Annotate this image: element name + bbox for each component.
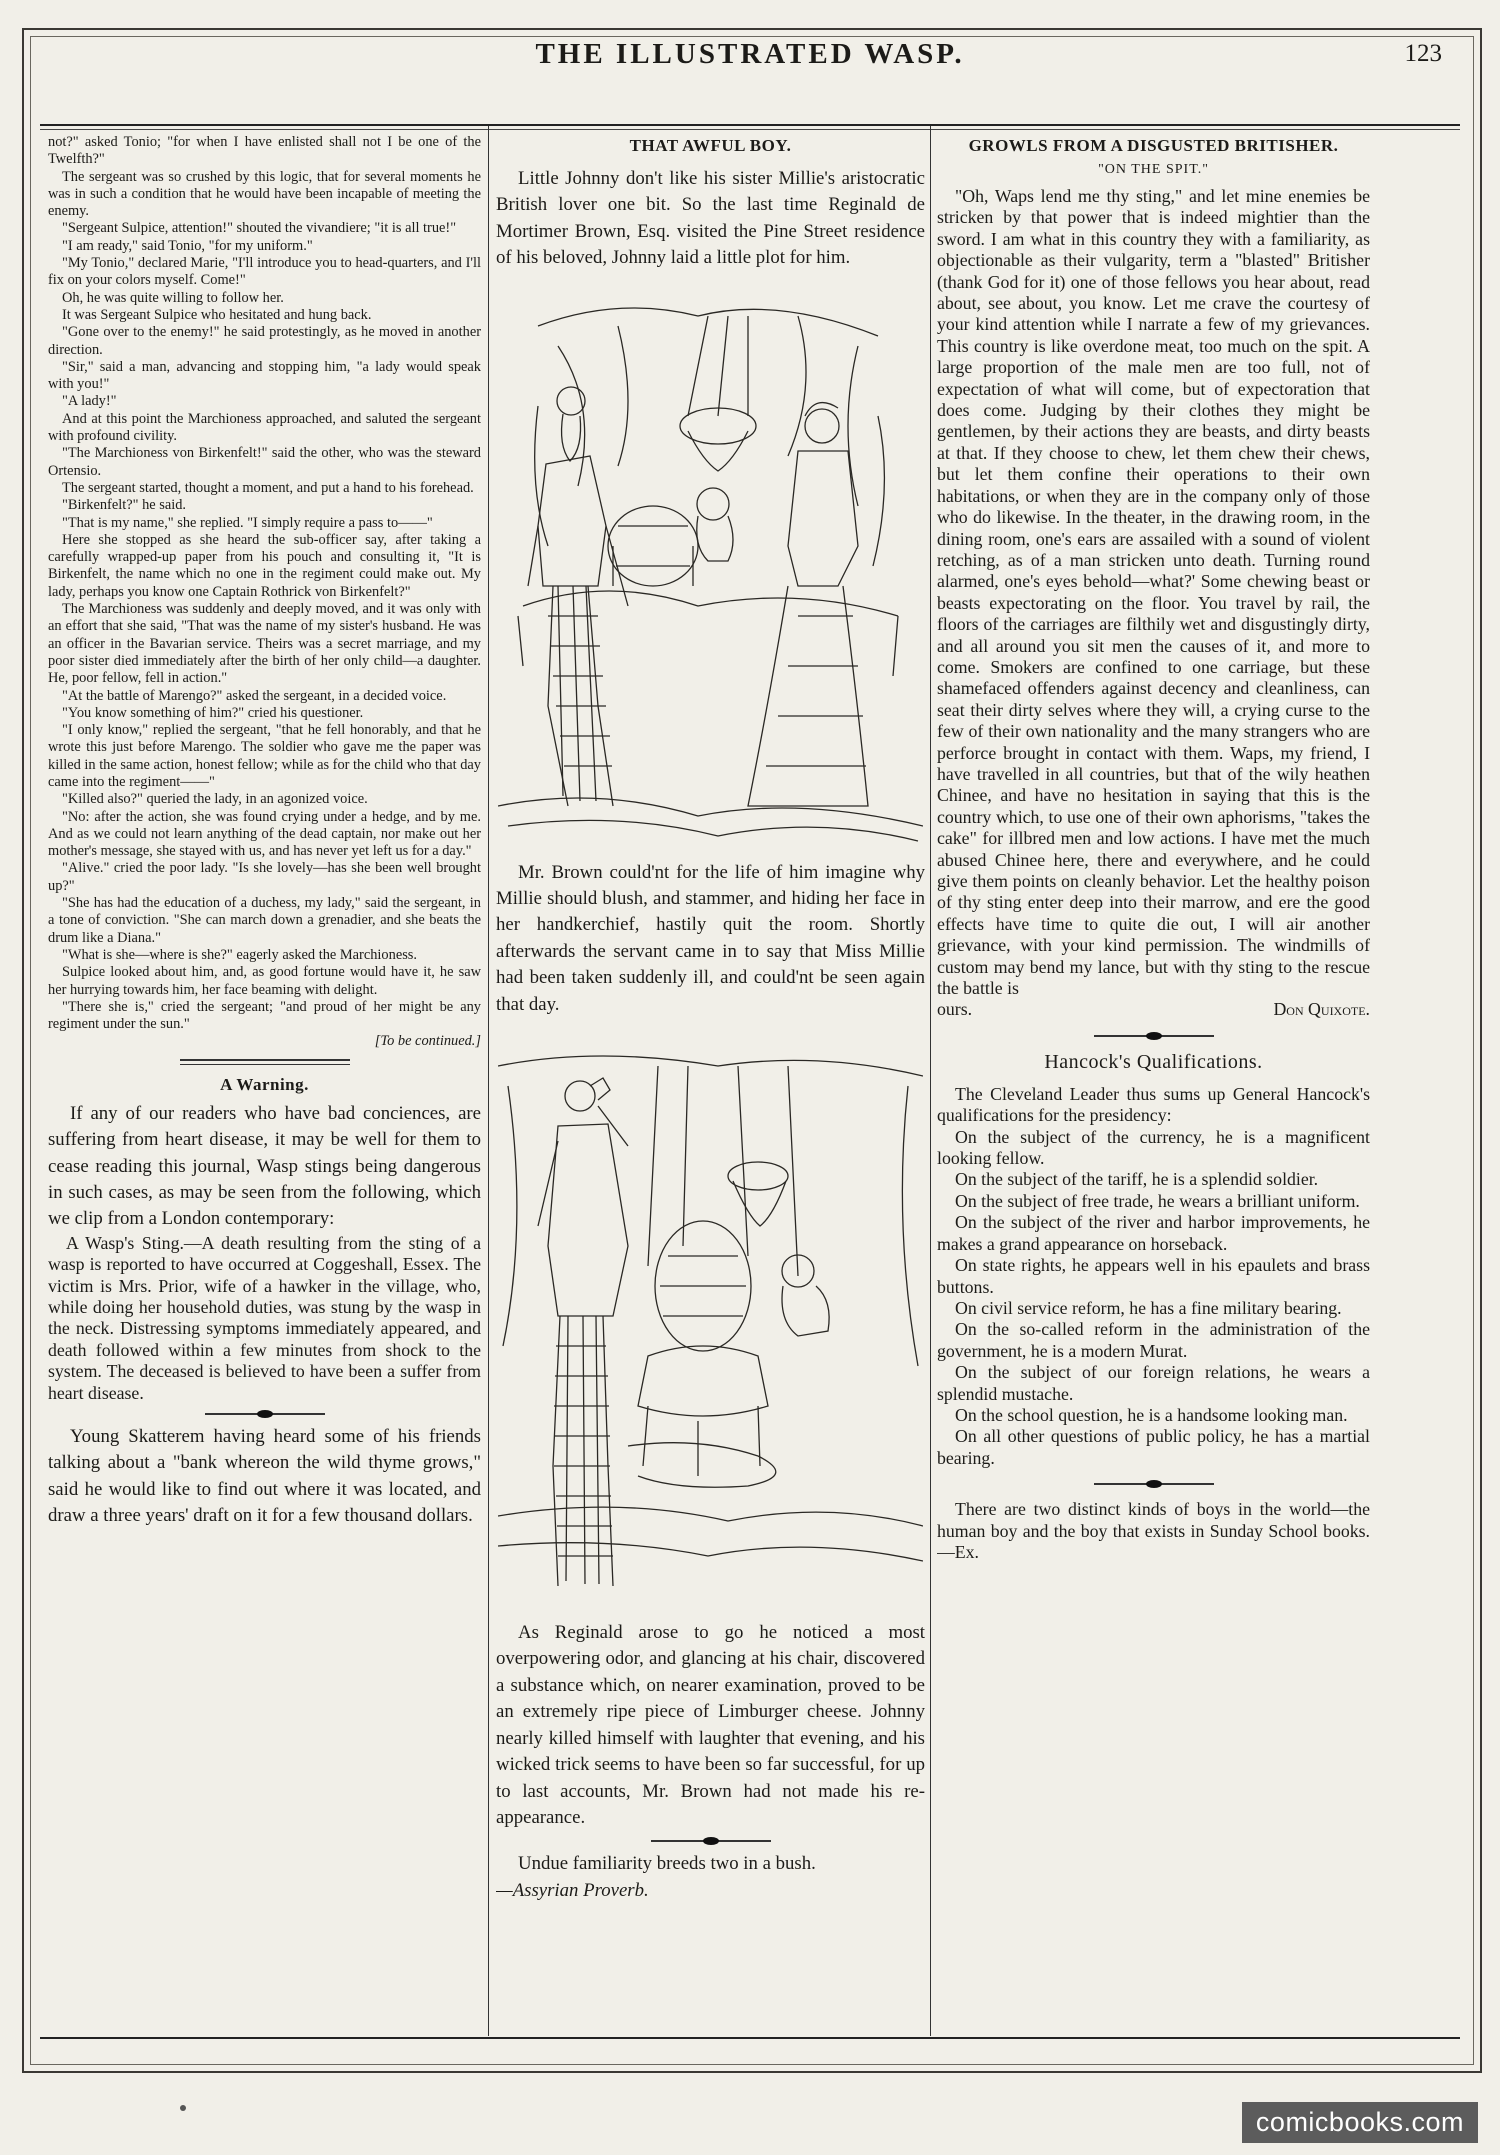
section-rule [180,1059,350,1065]
serial-story [48,134,481,1033]
warning-paragraph: If any of our readers who have bad conciences, are suffering from heart disease, it may be well for them to cease reading this journal, Wasp stings being dangerous in such cases, as may be seen from the following, which we clip from a London contemporary: [48,1102,481,1230]
serial-paragraph: "Killed also?" queried the lady, in an agonized voice. [62,791,368,808]
hancock-item: On civil service reform, he has a fine military bearing. [955,1297,1342,1318]
serial-paragraph: "Sir," said a man, advancing and stopping him, "a lady would speak with you!" [48,358,481,393]
growls-last-word: ours. [937,999,973,1020]
serial-paragraph: "I only know," replied the sergeant, "that he fell honorably, and that he wrote this just before Marengo. The soldier who gave me the paper was killed in the same action, honest fellow; while as for the child who that day came into the regiment——" [48,722,481,790]
column-left [48,134,481,2039]
warning-title: A Warning. [220,1074,309,1094]
column-divider [930,126,931,2036]
awful-boy-para-1: Little Johnny don't like his sister Millie's aristocratic British lover one bit. So the last time Reginald de Mortimer Brown, Esq. visited the Pine Street residence of his beloved, Johnny laid a little plot for him. [496,168,925,269]
ornament-divider [1094,1035,1214,1037]
wasp-sting-paragraph: A Wasp's Sting.—A death resulting from the sting of a wasp is reported to have occurred at Coggeshall, Essex. The victim is Mrs. Prior, wife of a hawker in the village, who, while doing her household duties, was stung by the wasp in the neck. Distressing symptoms immediately appeared, and death followed within a few minutes from shock to the system. The deceased is believed to have been a suffer from heart disease. [48,1232,481,1403]
serial-paragraph: not?" asked Tonio; "for when I have enlisted shall not I be one of the Twelfth?" [48,134,481,168]
serial-paragraph: Here she stopped as she heard the sub-officer say, after taking a carefully wrapped-up paper from his pouch and consulting it, "It is Birkenfelt, the name which no one in the regiment could make out. My lady, perhaps you know one Captain Rothrick von Birkenfelt?" [48,531,481,600]
column-right [937,134,1370,2039]
serial-paragraph: "At the battle of Marengo?" asked the sergeant, in a decided voice. [62,687,447,704]
boys-paragraph: There are two distinct kinds of boys in the world—the human boy and the boy that exists in Sunday School books.—Ex. [937,1499,1370,1562]
growls-title: GROWLS FROM A DISGUSTED BRITISHER. [968,136,1339,155]
ornament-divider [205,1413,325,1415]
serial-paragraph: "Alive." cried the poor lady. "Is she lovely—has she been well brought up?" [48,860,481,894]
masthead-title: THE ILLUSTRATED WASP. [535,38,965,70]
growls-paragraph: "Oh, Waps lend me thy sting," and let mine enemies be stricken by that power that is indeed mightier than the sword. I am what in this country they with a familiarity, as objectionable as their vulgarity, term a "blasted" Britisher (thank God for it) one of those fellows you hear about, read about, see about, you know. Let me crave the courtesy of your kind attention while I narrate a few of my grievances. This country is like overdone meat, too much on the spit. A large proportion of the male men are too full, not of expectation of what will come, but of expectoration that does come. Judging by their clothes they might be gentlemen, by their actions they are beasts, and dirty beasts at that. If they choose to chew, let them chew their chews, but let them confine their operations to their own habitations, or when they are in the company only of those who do likewise. In the theater, in the drawing room, in the dining room, one's ears are assailed with a sound of violent retching, as of a man stricken unto death. Turning round alarmed, one's eyes behold—what?' Some chewing beast or beasts expectorating on the floor. You travel by rail, the floors of the carriages are filthily wet and disgustingly dirty, and all around you sit men the causes of it, and more to come. Smokers are confined to one carriage, but these shamefaced offenders against decency and cleanliness, can seat their dirty selves where they will, a crying curse to the few of their own nationality and the many strangers who are perforce brought in contact with them. Waps, my friend, I have travelled in all countries, but that of the wily heathen Chinee, and have no hesitation in saying that this is the country which, to use one of their own aphorisms, "takes the cake" for illbred men and low actions. I have met the much abused Chinee here, there and everywhere, and he could give them points on cleanly behavior. Let the healthy poison of thy sting enter deep into their marrow, and ere the good effects have time to quite die out, I will air another grievance, with your kind permission. The windmills of custom may bend my lance, but with thy sting to the rescue the battle is [937,186,1370,999]
serial-paragraph: The Marchioness was suddenly and deeply moved, and it was only with an effort that she said, "That was the name of my sister's husband. He was an officer in the Bavarian service. Theirs was a secret marriage, and my poor sister died immediately after the birth of her only child—a daughter. He, poor fellow, fell in action." [48,601,481,687]
serial-paragraph: "A lady!" [62,393,117,410]
serial-paragraph: "Gone over to the enemy!" he said protestingly, as he moved in another direction. [48,324,481,358]
awful-boy-para-2: Mr. Brown could'nt for the life of him imagine why Millie should blush, and stammer, and hiding her face in her handkerchief, hastily quit the room. Shortly afterwards the servant came in to say that Miss Millie had been taken suddenly ill, and could'nt be seen again that day. [496,861,925,1015]
hancock-item: On the subject of our foreign relations, he wears a splendid mustache. [937,1362,1370,1404]
growls-subtitle: "ON THE SPIT." [1098,162,1209,177]
serial-paragraph: The sergeant was so crushed by this logic, that for several moments he was in such a condition that he would have been incapable of meeting the enemy. [48,168,481,220]
stray-mark [180,2105,186,2111]
serial-paragraph: "You know something of him?" cried his questioner. [62,704,364,721]
masthead [0,38,1500,78]
serial-paragraph: "There she is," cried the sergeant; "and proud of her might be any regiment under the sun." [48,998,481,1033]
serial-paragraph: "I am ready," said Tonio, "for my uniform." [62,237,313,254]
hancock-item: On the subject of the river and harbor improvements, he makes a grand appearance on horseback. [937,1212,1370,1254]
column-middle [496,134,925,2039]
serial-paragraph: "My Tonio," declared Marie, "I'll introduce you to head-quarters, and I'll fix on your colors myself. Come!" [48,255,481,289]
serial-paragraph: "She has had the education of a duchess, my lady," said the sergeant, in a tone of conviction. "She can march down a grenadier, and she beats the drum like a Diana." [48,895,481,946]
watermark-credit: comicbooks.com [1242,2102,1478,2143]
hancock-qualifications [937,1084,1370,1469]
skatterem-paragraph: Young Skatterem having heard some of his friends talking about a "bank whereon the wild thyme grows," said he would like to find out where it was located, and draw a three years' draft on it for a few thousand dollars. [48,1426,481,1527]
serial-paragraph: Oh, he was quite willing to follow her. [62,289,284,306]
to-be-continued: [To be continued.] [374,1033,481,1050]
serial-paragraph: "What is she—where is she?" eagerly asked the Marchioness. [62,946,418,963]
serial-paragraph: It was Sergeant Sulpice who hesitated and hung back. [62,306,372,323]
hancock-item: On the subject of the tariff, he is a splendid soldier. [955,1169,1319,1190]
hancock-item: The Cleveland Leader thus sums up General Hancock's qualifications for the presidency: [937,1083,1370,1126]
hancock-title: Hancock's Qualifications. [1044,1050,1263,1073]
awful-boy-para-3: As Reginald arose to go he noticed a most overpowering odor, and glancing at his chair, discovered a substance which, on nearer examination, proved to be an extremely ripe piece of Limburger cheese. Johnny nearly killed himself with laughter that evening, and his wicked trick seems to have been so far successful, for up to last accounts, Mr. Brown had not made his re-appearance. [496,1622,925,1828]
ornament-divider [1094,1483,1214,1485]
illustration-parlor-scene [498,286,923,846]
serial-paragraph: Sulpice looked about him, and, as good fortune would have it, he saw her hurrying towards him, her face beaming with delight. [48,964,481,998]
header-rule [40,124,1460,126]
serial-paragraph: "The Marchioness von Birkenfelt!" said the other, who was the steward Ortensio. [48,445,481,479]
hancock-item: On all other questions of public policy, he has a martial bearing. [937,1426,1370,1468]
column-divider [488,126,489,2036]
serial-paragraph: "No: after the action, she was found crying under a hedge, and by me. And as we could not learn anything of the dead captain, nor make out her mother's message, she stayed with us, and has never yet left us for a day." [48,808,481,860]
serial-paragraph: "Birkenfelt?" he said. [62,497,187,514]
hancock-item: On the subject of free trade, he wears a brilliant uniform. [955,1190,1360,1211]
hancock-item: On state rights, he appears well in his epaulets and brass buttons. [937,1255,1370,1297]
page-number: 123 [1404,40,1442,67]
proverb-source: —Assyrian Proverb. [496,1879,649,1901]
illustration-cheese-scene [498,1046,923,1606]
serial-paragraph: "That is my name," she replied. "I simply require a pass to——" [62,514,433,531]
growls-signature-line [937,999,1370,1020]
wasp-engraving-2 [498,1046,923,1606]
signature: Don Quixote. [1273,999,1370,1020]
wasp-engraving-1 [498,286,923,846]
serial-paragraph: The sergeant started, thought a moment, and put a hand to his forehead. [62,479,474,496]
header-rule-thin [40,129,1460,130]
hancock-item: On the school question, he is a handsome looking man. [955,1404,1348,1425]
ornament-divider [651,1840,771,1842]
hancock-item: On the so-called reform in the administration of the government, he is a modern Murat. [937,1319,1370,1361]
proverb: Undue familiarity breeds two in a bush. [518,1853,816,1875]
serial-paragraph: And at this point the Marchioness approached, and saluted the sergeant with profound civility. [48,410,481,445]
awful-boy-title: THAT AWFUL BOY. [629,136,792,155]
hancock-item: On the subject of the currency, he is a magnificent looking fellow. [937,1126,1370,1169]
serial-paragraph: "Sergeant Sulpice, attention!" shouted the vivandiere; "it is all true!" [62,220,457,237]
